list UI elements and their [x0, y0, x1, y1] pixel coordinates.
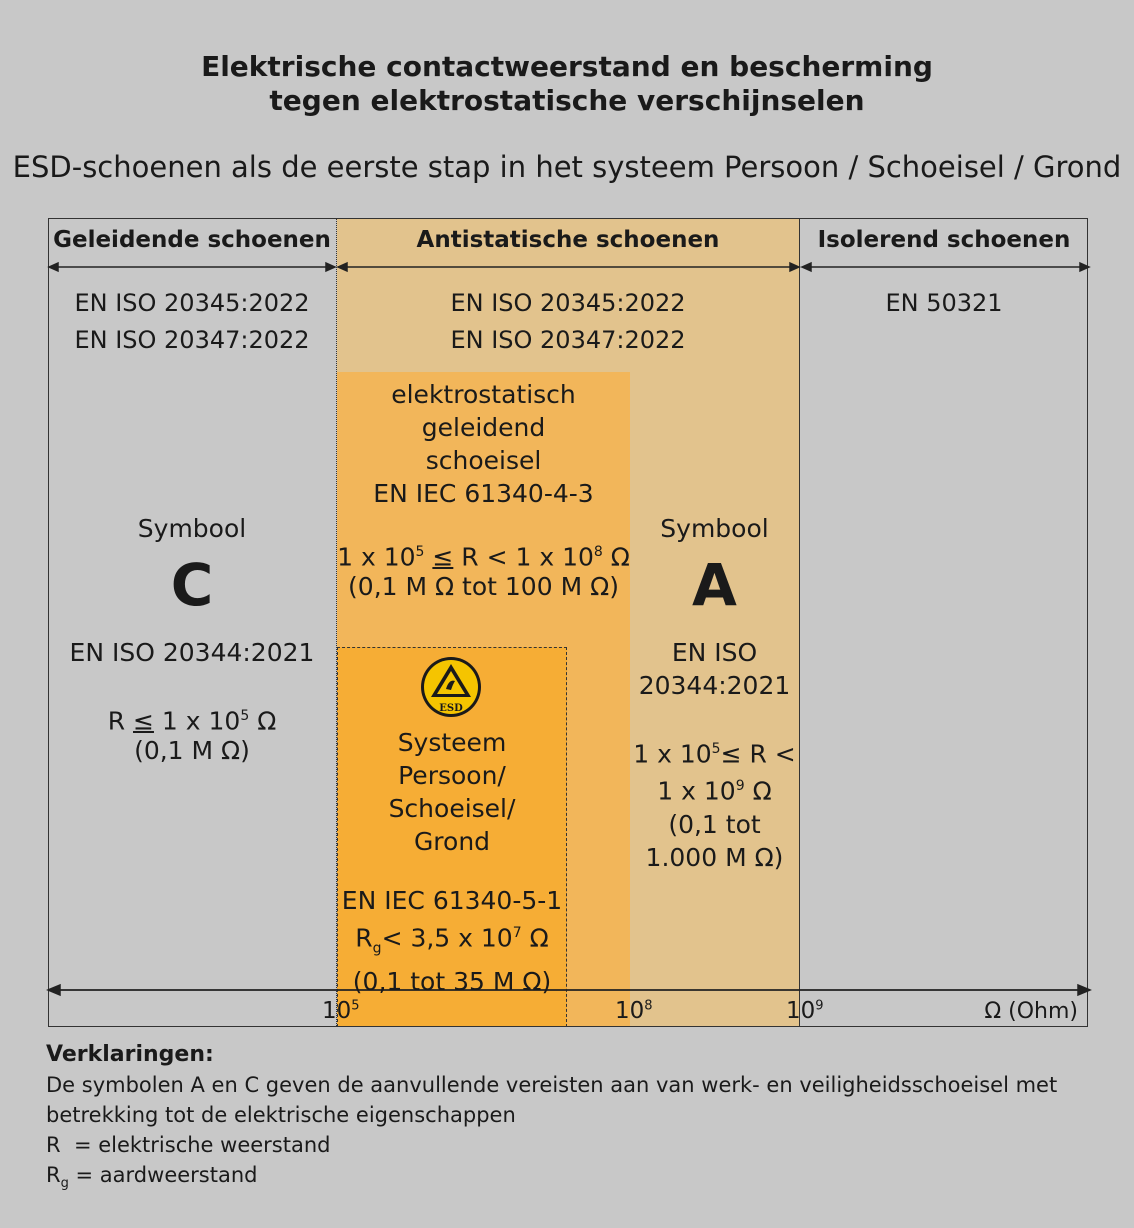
tick-10e5: $10^5$ — [322, 998, 360, 1024]
norm-61340-5-1: EN IEC 61340-5-1 — [341, 886, 563, 915]
norm-20344-a: EN ISO 20344:2021 — [638, 638, 791, 700]
legend-rg: $R_g$ = aardweerstand — [46, 1163, 258, 1192]
header-conductive: Geleidende schoenen — [53, 227, 331, 253]
esd-warning-icon — [419, 655, 483, 719]
range-system: (0,1 tot 35 M Ω) — [352, 967, 552, 997]
header-insulating: Isolerend schoenen — [817, 227, 1071, 253]
electrostatic-text: elektrostatisch geleidend schoeisel EN IEC 61340-4-3 — [337, 378, 630, 510]
subtitle: ESD-schoenen als de eerste stap in het systeem Persoon / Schoeisel / Grond — [12, 150, 1122, 184]
axis-unit: Ω (Ohm) — [984, 999, 1078, 1024]
legend-r: R = elektrische weerstand — [46, 1133, 331, 1157]
formula-c: R ≤ 1 x $10^5$ Ω — [107, 706, 277, 736]
norm-20345: EN ISO 20345:2022 — [74, 289, 310, 317]
norm-20345: EN ISO 20345:2022 — [450, 289, 686, 317]
system-norm — [337, 884, 567, 998]
norm-20347: EN ISO 20347:2022 — [450, 326, 686, 354]
symbol-label-a: Symbool — [660, 514, 769, 543]
header-antistatic: Antistatische schoenen — [416, 227, 720, 253]
symbol-label-c: Symbool — [137, 514, 247, 543]
legend-heading: Verklaringen: — [46, 1042, 214, 1067]
symbol-a: A — [692, 551, 737, 619]
range-a: (0,1 tot — [668, 809, 761, 839]
tick-10e9: $10^9$ — [786, 998, 824, 1024]
axis-arrow-left — [48, 985, 60, 995]
title-line-2: tegen elektrostatische verschijnselen — [269, 84, 865, 117]
symbol-c: C — [170, 551, 214, 619]
formula-electrostatic: 1 x $10^5 \le R < 1$ x $10^8$ Ω — [337, 542, 630, 572]
formula-a: 1 x $10^5\le R$ < 1 x $10^9$ Ω (0,1 tot 1.000 M Ω) — [630, 733, 799, 874]
esd-badge-text: ESD — [439, 703, 463, 714]
axis-arrow-right — [1078, 985, 1090, 995]
legend-text: De symbolen A en C geven de aanvullende vereisten aan van werk- en veiligheidsschoeisel met betrekking tot de elektrische eigenschappen R = elektrische weerstand $R_g$ = aardweerstand — [46, 1070, 1057, 1199]
range-c: (0,1 M Ω) — [134, 736, 250, 765]
title-line-1: Elektrische contactweerstand en bescherming — [201, 50, 933, 83]
norm-50321: EN 50321 — [885, 289, 1003, 317]
formula-system: $R_g< 3,5$ x $10^7$ Ω — [355, 923, 549, 957]
norms-conductive — [48, 285, 336, 359]
norm-20347: EN ISO 20347:2022 — [74, 326, 310, 354]
tick-10e8: $10^8$ — [615, 998, 653, 1024]
system-text: Systeem Persoon/ Schoeisel/ Grond — [388, 728, 516, 856]
norms-antistatic — [337, 285, 799, 359]
norm-61340-4-3: EN IEC 61340-4-3 — [373, 479, 594, 508]
norm-20344-c: EN ISO 20344:2021 — [69, 638, 315, 667]
range-electrostatic: (0,1 M Ω tot 100 M Ω) — [348, 572, 619, 601]
